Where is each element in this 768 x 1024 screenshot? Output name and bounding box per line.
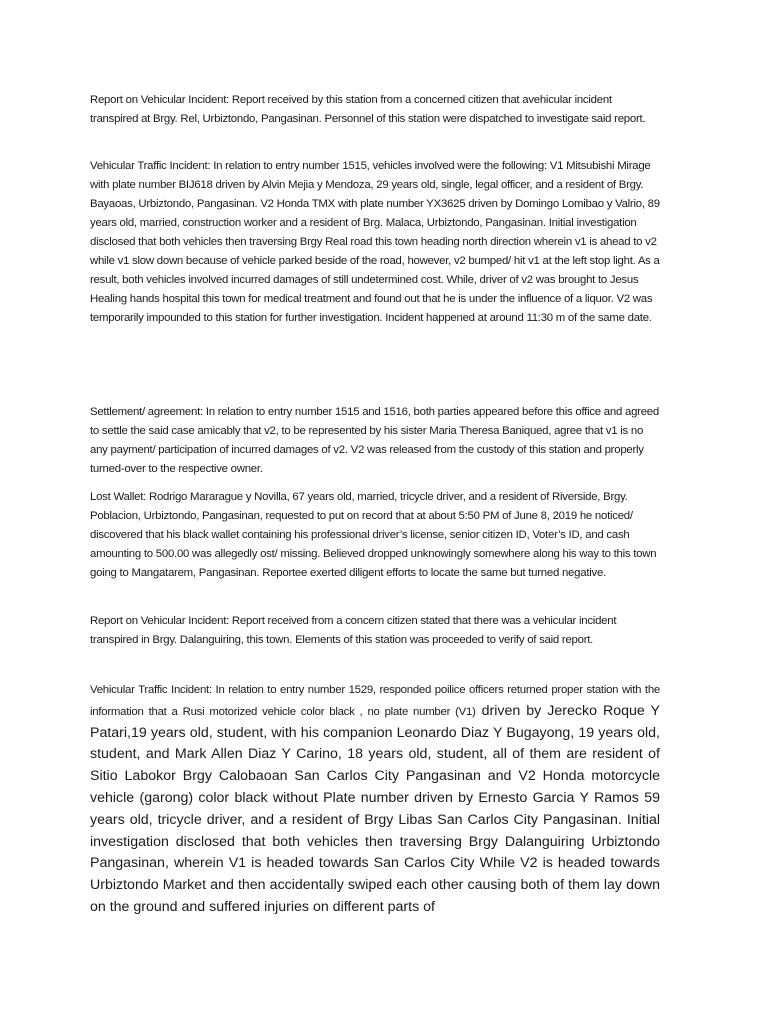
paragraph-report-vehicular-incident-2: Report on Vehicular Incident: Report received from a concern citizen stated that there was a vehicular incident transpired in Brgy. Dalanguiring, this town. Elements of this station was proceeded to verify of said report. <box>90 615 617 646</box>
paragraph-report-vehicular-incident-1: Report on Vehicular Incident: Report received by this station from a concerned citizen that avehicular incident transpired at Brgy. Rel, Urbiztondo, Pangasinan. Personnel of this station were dispatched to investigate said report. <box>90 94 646 125</box>
paragraph-lost-wallet: Lost Wallet: Rodrigo Mararague y Novilla, 67 years old, married, tricycle driver, and a resident of Riverside, Brgy. Poblacion, Urbiztondo, Pangasinan, requested to put on record that at about 5:50 PM of June 8, 2019 he noticed/ discovered that his black wallet containing his professional driver’s license, senior citizen ID, Voter’s ID, and cash amounting to 500.00 was allegedly ost/ missing. Believed dropped unknowingly somewhere along his way to this town going to Mangatarem, Pangasinan. Reportee exerted diligent efforts to locate the same but turned negative. <box>90 491 657 579</box>
paragraph-vehicular-traffic-incident-1515: Vehicular Traffic Incident: In relation to entry number 1515, vehicles involved were the following: V1 Mitsubishi Mirage with plate number BIJ618 driven by Alvin Mejia y Mendoza, 29 years old, single, legal officer, and a resident of Brgy. Bayaoas, Urbiztondo, Pangasinan. V2 Honda TMX with plate number YX3625 driven by Domingo Lomibao y Valrio, 89 years old, married, construction worker and a resident of Brg. Malaca, Urbiztondo, Pangasinan. Initial investigation disclosed that both vehicles then traversing Brgy Real road this town heading north direction wherein v1 is ahead to v2 while v1 slow down because of vehicle parked beside of the road, however, v2 bumped/ hit v1 at the left stop light. As a result, both vehicles involved incurred damages of still undetermined cost. While, driver of v2 was brought to Jesus Healing hands hospital this town for medical treatment and found out that he is under the influence of a liquor. V2 was temporarily impounded to this station for further investigation. Incident happened at around 11:30 m of the same date. <box>90 160 660 324</box>
paragraph-continuation-text: driven by Jerecko Roque Y Patari,19 years old, student, with his companion Leonardo Diaz Y Bugayong, 19 years old, student, and Mark Allen Diaz Y Carino, 18 years old, student, all of them are resident of Sitio Labokor Brgy Calobaoan San Carlos City Pangasinan and V2 Honda motorcycle vehicle (garong) color black without Plate number driven by Ernesto Garcia Y Ramos 59 years old, tricycle driver, and a resident of Brgy Libas San Carlos City Pangasinan. Initial investigation disclosed that both vehicles then traversing Brgy Dalanguiring Urbiztondo Pangasinan, wherein V1 is headed towards San Carlos City While V2 is headed towards Urbiztondo Market and then accidentally swiped each other causing both of them lay down on the ground and suffered injuries on different parts of <box>90 702 660 915</box>
paragraph-lead-text: Vehicular Traffic Incident: In relation to entry number 1529, responded poilice officers returned proper station with the information that a Rusi motorized vehicle color black , no plate number (V1) <box>90 684 660 718</box>
paragraph-settlement-agreement: Settlement/ agreement: In relation to entry number 1515 and 1516, both parties appeared before this office and agreed to settle the said case amicably that v2, to be represented by his sister Maria Theresa Baniqued, agree that v1 is no any payment/ participation of incurred damages of v2. V2 was released from the custody of this station and properly turned-over to the respective owner. <box>90 406 659 475</box>
paragraph-vehicular-traffic-incident-1529 <box>90 680 660 919</box>
